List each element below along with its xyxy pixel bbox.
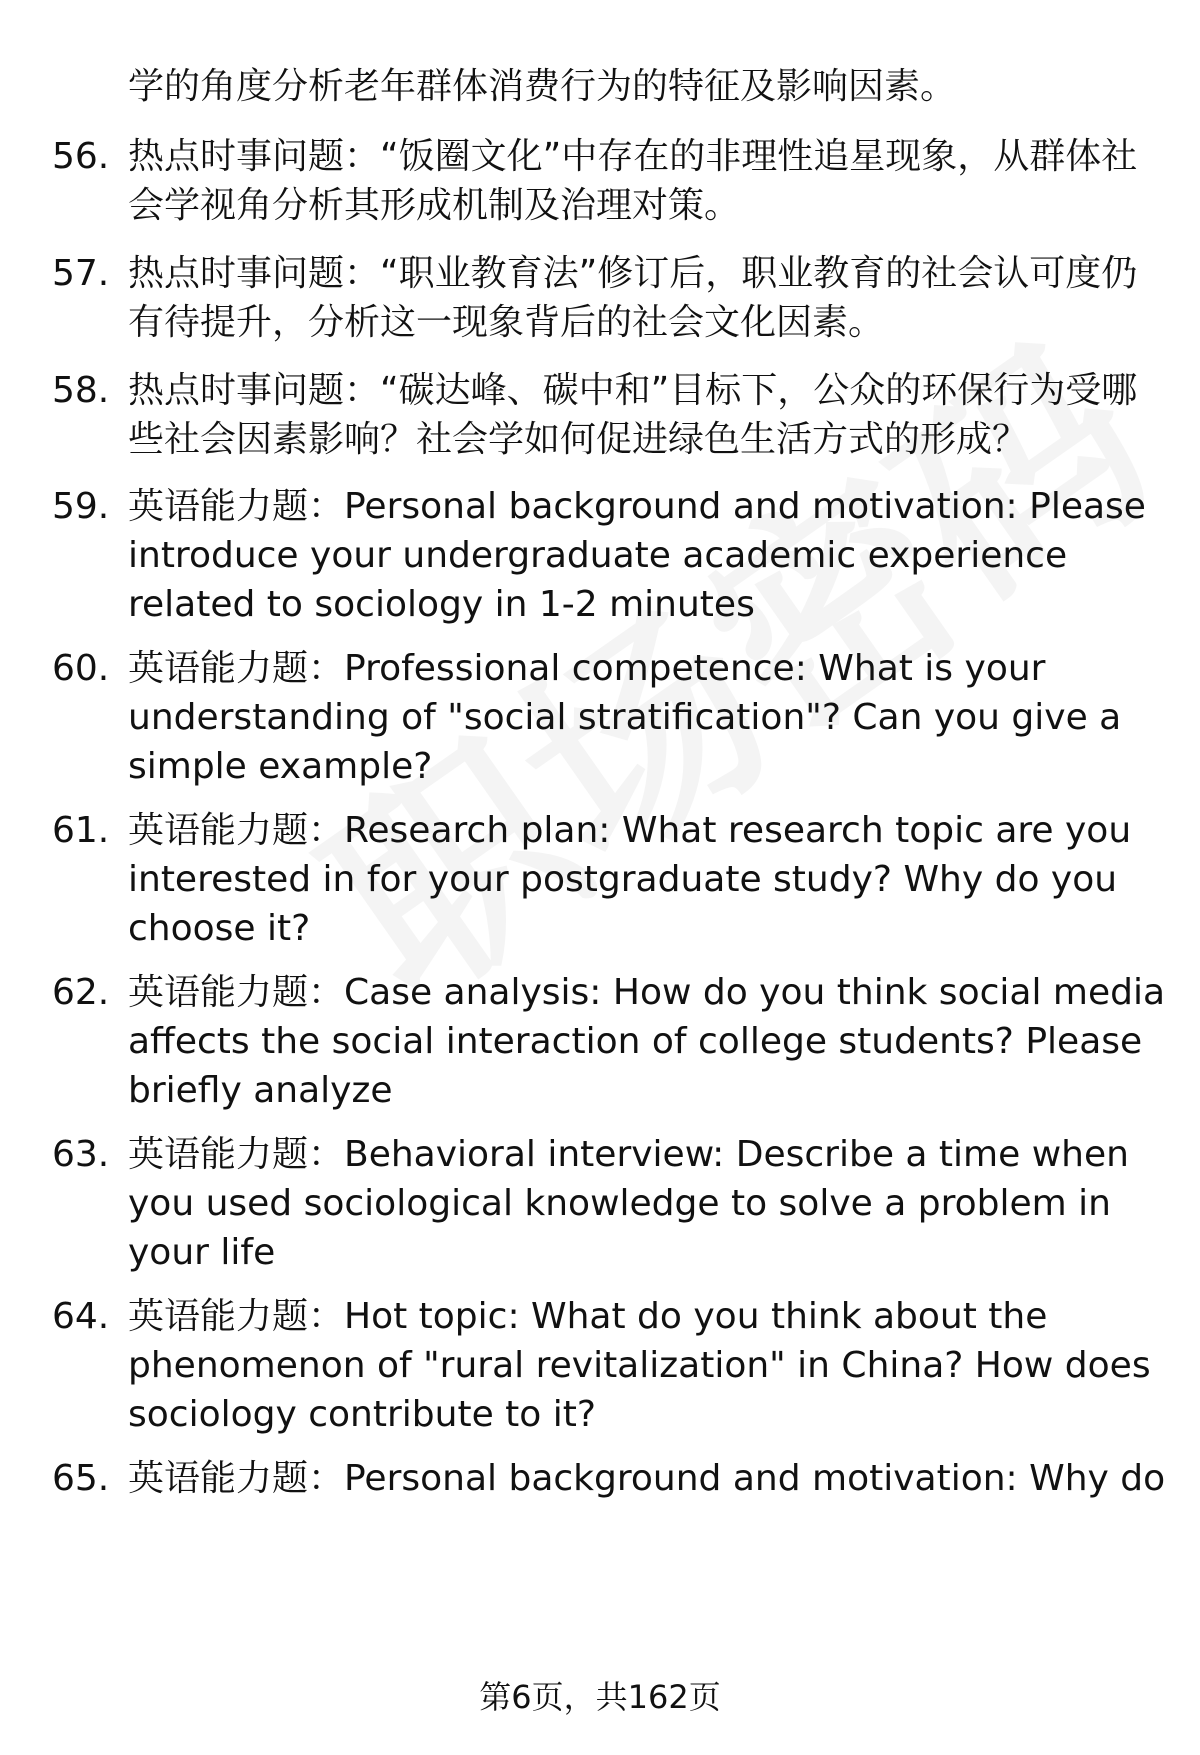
- item-text: 热点时事问题：“饭圈文化”中存在的非理性追星现象，从群体社会学视角分析其形成机制及治理对策。: [128, 136, 1138, 226]
- item-number: 60.: [52, 648, 110, 689]
- continuation-text: 学的角度分析老年群体消费行为的特征及影响因素。: [128, 66, 957, 107]
- item-number: 57.: [52, 253, 110, 294]
- item-number: 62.: [52, 972, 110, 1013]
- item-text: 英语能力题：Professional competence: What is your understanding of "social stratification"? Can you give a simple example?: [128, 648, 1122, 787]
- item-text: 英语能力题：Research plan: What research topic are you interested in for your postgraduate study? Why do you choose it?: [128, 810, 1132, 949]
- item-number: 59.: [52, 486, 110, 527]
- item-text: 英语能力题：Personal background and motivation: Why do: [128, 1458, 1166, 1499]
- item-number: 58.: [52, 370, 110, 411]
- item-number: 56.: [52, 136, 110, 177]
- item-text: 英语能力题：Behavioral interview: Describe a time when you used sociological knowledge to solve a problem in your life: [128, 1134, 1129, 1273]
- item-text: 热点时事问题：“碳达峰、碳中和”目标下，公众的环保行为受哪些社会因素影响？社会学如何促进绿色生活方式的形成？: [128, 370, 1138, 460]
- item-text: 英语能力题：Hot topic: What do you think about the phenomenon of "rural revitalization" in China? How does sociology contribute to it?: [128, 1296, 1151, 1435]
- item-text: 热点时事问题：“职业教育法”修订后，职业教育的社会认可度仍有待提升，分析这一现象背后的社会文化因素。: [128, 253, 1138, 343]
- item-text: 英语能力题：Personal background and motivation: Please introduce your undergraduate academic experience related to sociology in 1-2 minutes: [128, 486, 1146, 625]
- item-number: 61.: [52, 810, 110, 851]
- item-text: 英语能力题：Case analysis: How do you think social media affects the social interaction of college students? Please briefly analyze: [128, 972, 1166, 1111]
- item-number: 63.: [52, 1134, 110, 1175]
- item-number: 64.: [52, 1296, 110, 1337]
- item-number: 65.: [52, 1458, 110, 1499]
- page-footer: 第6页，共162页: [479, 1678, 721, 1716]
